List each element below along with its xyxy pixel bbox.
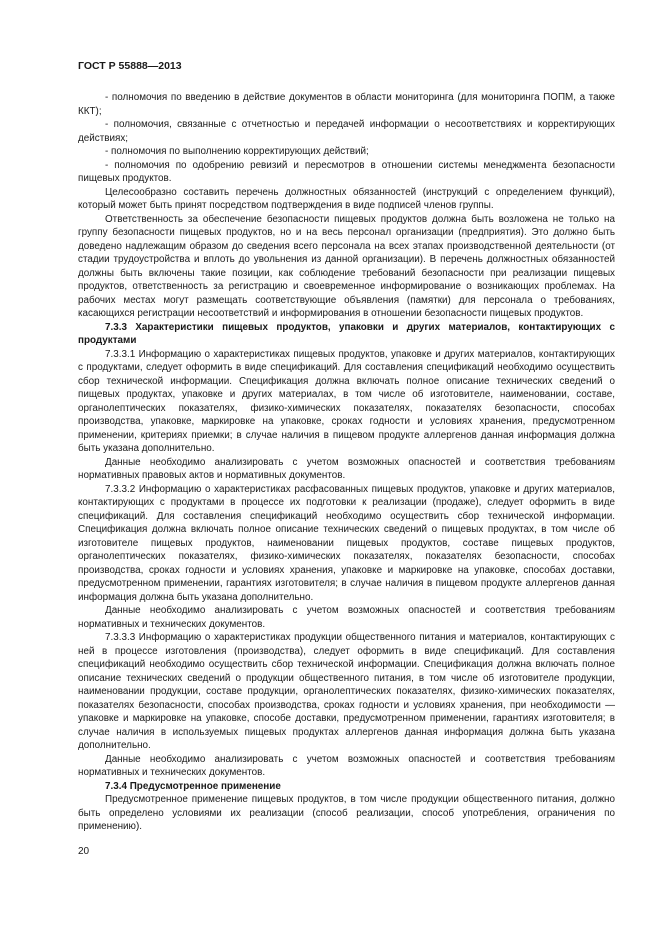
list-item: - полномочия по выполнению корректирующих действий; [105,146,369,157]
list-item: - полномочия по введению в действие документов в области мониторинга (для мониторинга ПОПМ, а также ККТ); [78,92,615,117]
paragraph: Данные необходимо анализировать с учетом возможных опасностей и соответствия требованиям нормативных и технических документов. [78,605,615,630]
paragraph: Данные необходимо анализировать с учетом возможных опасностей и соответствия требованиям нормативных правовых актов и нормативных документов. [78,456,615,481]
section-heading: 7.3.3 Характеристики пищевых продуктов, упаковки и других материалов, контактирующих с продуктами [78,321,615,346]
list-item: - полномочия, связанные с отчетностью и передачей информации о несоответствиях и корректирующих действиях; [78,119,615,144]
paragraph: Предусмотренное применение пищевых продуктов, в том числе продукции общественного питания, должно быть определено условиями их реализации (способ реализации, способ употребления, ограничения по применению). [78,794,615,832]
paragraph: 7.3.3.2 Информацию о характеристиках расфасованных пищевых продуктов, упаковке и других материалов, контактирующих с продуктами в процессе их подготовки к реализации (продаже), следует оформить в виде спецификаций. Для составления спецификаций необходимо осуществить сбор технической информации. Спецификация должна включать полное описание технических сведений о пищевых продуктах, в том числе об изготовителе пищевых продуктов, наименовании пищевых продуктов, составе пищевых продуктов, органолептических показателях, физико-химических показателях, показателях безопасности, способах производства, сроках годности и условиях хранения, упаковке и маркировке на упаковке, способах доставки, предусмотренном применении, гарантиях изготовителя; в случае наличия в пищевом продукте аллергенов данная информация должна быть указана дополнительно. [78,483,615,603]
list-item: - полномочия по одобрению ревизий и пересмотров в отношении системы менеджмента безопасности пищевых продуктов. [78,159,615,184]
standard-header: ГОСТ Р 55888—2013 [78,60,182,72]
paragraph: 7.3.3.1 Информацию о характеристиках пищевых продуктов, упаковке и других материалов, контактирующих с продуктами, следует оформить в виде спецификаций. Для составления спецификаций необходимо осуществить сбор технической информации. Спецификация должна включать полное описание технических сведений о пищевых продуктах, упаковке и других материалах, в том числе об изготовителе, наименовании, составе, органолептических показателях, физико-химических показателях, показателях безопасности, способах производства, упаковке, маркировке на упаковке, сроках годности и условиях хранения, предусмотренном применении, критериях приемки; в случае наличия в пищевом продукте аллергенов данная информация должна быть указана дополнительно. [78,348,615,454]
section-heading: 7.3.4 Предусмотренное применение [105,780,281,792]
paragraph: 7.3.3.3 Информацию о характеристиках продукции общественного питания и материалов, контактирующих с ней в процессе изготовления (производства), следует оформить в виде спецификаций. Для составления спецификаций необходимо осуществить сбор технической информации. Спецификация должна включать полное описание технических сведений о продукции общественного питания, в том числе об изготовителе продукции, наименовании продукции, составе продукции, органолептических показателях, физико-химических показателях, показателях безопасности, способах производства, сроках годности и условиях хранения, при необходимости — упаковке и маркировке на упаковке, способе доставки, предусмотренном применении, гарантиях изготовителя; в случае наличия в используемых пищевых продуктах аллергенов данная информация должна быть указана дополнительно. [78,632,615,751]
paragraph: Ответственность за обеспечение безопасности пищевых продуктов должна быть возложена не только на группу безопасности пищевых продуктов, но и на весь персонал организации (предприятия). Это должно быть доведено надлежащим образом до сведения всего персонала на всех этапах производственной деятельности (от стадии трудоустройства и вплоть до увольнения из данной организации). В перечень должностных обязанностей должны быть включены такие позиции, как соблюдение требований безопасности при реализации пищевых продуктов, ответственность за регистрацию и своевременное информирование о возникающих проблемах. На рабочих местах могут размещать соответствующие объявления (памятки) для персонала о требованиях, касающихся регистрации несоответствий и информирования в отношении безопасности пищевых продуктов. [78,213,615,319]
document-body [78,91,615,834]
paragraph: Целесообразно составить перечень должностных обязанностей (инструкций с определением функций), который может быть принят посредством подтверждения в виде подписей членов группы. [78,186,615,211]
paragraph: Данные необходимо анализировать с учетом возможных опасностей и соответствия требованиям нормативных и технических документов. [78,753,615,778]
page-number: 20 [78,846,90,857]
